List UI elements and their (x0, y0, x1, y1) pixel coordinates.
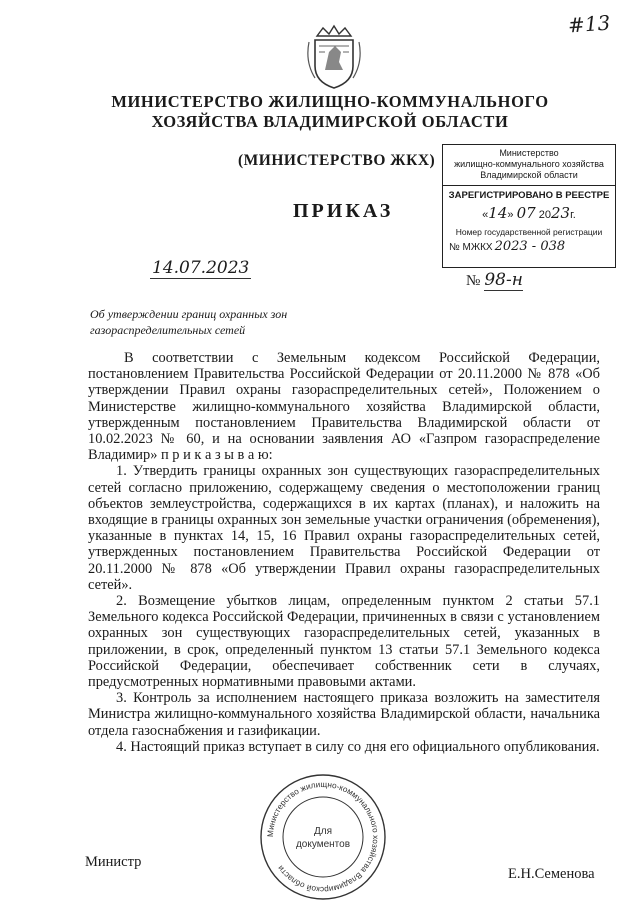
stamp-number (443, 239, 615, 254)
stamp-day: 14 (488, 204, 508, 222)
ministry-short-name: (МИНИСТЕРСТВО ЖКХ) (238, 152, 436, 169)
stamp-org-line3: Владимирской области (480, 170, 578, 180)
stamp-year-unit: г. (570, 209, 576, 221)
order-date: 14.07.2023 (152, 258, 250, 278)
intro-text: В соответствии с Земельным кодексом Российской Федерации, постановлением Правительства Российской Федерации от 20.11.2000 № 878 «Об утверждении Правил охраны газораспределительных сетей», Положением о Министерстве жилищно-коммунального хозяйства Владимирской области, утвержденным постановлением Правительства Владимирской области от 10.02.2023 № 60, и на основании заявления АО «Газпром газораспределение Владимир» (88, 350, 600, 464)
stamp-year-suffix: 23 (550, 204, 571, 222)
order-body (88, 350, 600, 755)
item-4: 4. Настоящий приказ вступает в силу со дня его официального опубликования. (116, 738, 600, 755)
intro-directive: п р и к а з ы в а ю: (161, 447, 273, 464)
stamp-header (443, 145, 615, 186)
ministry-title-line2: ХОЗЯЙСТВА ВЛАДИМИРСКОЙ ОБЛАСТИ (151, 112, 509, 131)
stamp-number-value: 2023 - 038 (494, 239, 566, 254)
official-seal (258, 772, 388, 902)
stamp-number-prefix: № МЖКХ (449, 242, 493, 253)
seal-center-line2: документов (295, 839, 351, 850)
stamp-org-line1: Министерство (499, 148, 559, 158)
item-3: 3. Контроль за исполнением настоящего приказа возложить на заместителя Министра жилищно-коммунального хозяйства Владимирской области, начальника отдела газоснабжения и газификации. (88, 690, 600, 739)
intro-paragraph (88, 350, 600, 463)
stamp-number-label: Номер государственной регистрации (455, 227, 603, 237)
document-type: ПРИКАЗ (293, 200, 394, 222)
signatory-position: Министр (85, 854, 142, 870)
stamp-registered-label: ЗАРЕГИСТРИРОВАНО В РЕЕСТРЕ (448, 190, 610, 201)
stamp-year-prefix: 20 (538, 209, 551, 221)
order-number-prefix: № (466, 273, 481, 289)
order-subject: Об утверждении границ охранных зон газораспределительных сетей (90, 307, 288, 337)
stamp-org-line2: жилищно-коммунального хозяйства (454, 159, 604, 169)
ministry-title-line1: МИНИСТЕРСТВО ЖИЛИЩНО-КОММУНАЛЬНОГО (111, 92, 549, 111)
order-number (466, 270, 523, 290)
seal-outer-text: Министерство жилищно-коммунального хозяйства Владимирской области (265, 779, 381, 895)
item-2: 2. Возмещение убытков лицам, определенным пунктом 2 статьи 57.1 Земельного кодекса Российской Федерации, причиненных в связи с установлением охранных зон существующих газораспределительных сетей, указанных в приложении, в срок, определенный пунктом 13 статьи 57.1 Земельного кодекса Российской Федерации, обеспечивает собственник сети в случаях, предусмотренных нормативными правовыми актами. (88, 593, 600, 691)
handwritten-sheet-number: #13 (566, 10, 611, 38)
registration-stamp (442, 144, 616, 268)
order-number-value: 98-н (484, 270, 523, 290)
signatory-name: Е.Н.Семенова (508, 866, 595, 882)
ministry-title (80, 92, 580, 132)
stamp-month: 07 (516, 204, 536, 222)
coat-of-arms-icon (305, 22, 363, 90)
seal-center-line1: Для (313, 826, 333, 837)
stamp-date: «14» 07 2023г. (482, 204, 576, 222)
item-1: 1. Утвердить границы охранных зон существующих газораспределительных сетей согласно приложению, содержащему сведения о местоположении границ объектов землеустройства, содержащихся в их картах (планах), и наложить на входящие в границы охранных зон земельные участки ограничения (обременения), указанные в пунктах 14, 15, 16 Правил охраны газораспределительных сетей, утвержденных постановлением Правительства Российской Федерации от 20.11.2000 № 878 «Об утверждении Правил охраны газораспределительных сетей». (88, 463, 600, 593)
